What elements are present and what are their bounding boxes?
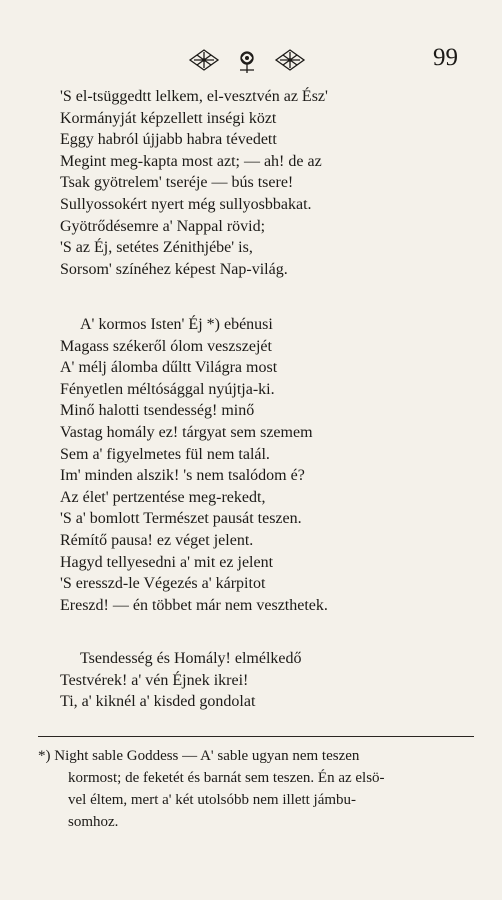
verse-line: 'S a' bomlott Természet pausát teszen.: [60, 510, 302, 528]
verse-line: Sullyossokért nyert még sullyosbbakat.: [60, 195, 312, 213]
verse-line: Az élet' pertzentése meg-rekedt,: [60, 488, 266, 506]
stanza-1: [60, 86, 328, 280]
verse-line: Ti, a' kiknél a' kisded gondolat: [60, 693, 256, 711]
verse-line: Kormányját képzellett inségi közt: [60, 109, 277, 127]
footnote-line: somhoz.: [68, 814, 119, 830]
verse-line: Im' minden alszik! 's nem tsalódom é?: [60, 467, 305, 485]
verse-line: A' kormos Isten' Éj *) ebénusi: [80, 316, 273, 333]
verse-line: Tsendesség és Homály! elmélkedő: [80, 650, 302, 667]
page-header: [0, 40, 502, 80]
verse-line: Vastag homály ez! tárgyat sem szemem: [60, 423, 313, 441]
footnote-divider: [38, 736, 474, 737]
verse-line: Gyötrődésemre a' Nappal rövid;: [60, 217, 266, 235]
footnote-line: vel éltem, mert a' két utolsóbb nem illett jámbu-: [68, 792, 357, 808]
verse-line: Megint meg-kapta most azt; — ah! de az: [60, 152, 322, 170]
stanza-3: [60, 648, 301, 713]
footnote: [38, 745, 470, 833]
verse-line: Fényetlen méltósággal nyújtja-ki.: [60, 380, 275, 398]
verse-line: Sem a' figyelmetes fül nem talál.: [60, 445, 270, 463]
verse-line: Ereszd! — én többet már nem veszthetek.: [60, 596, 328, 614]
verse-line: Magass székeről ólom veszszejét: [60, 337, 272, 355]
verse-line: Minő halotti tsendesség! minő: [60, 402, 255, 420]
verse-line: 'S el-tsüggedtt lelkem, el-vesztvén az Ész': [60, 88, 328, 105]
footnote-line: kormost; de feketét és barnát sem teszen. Én az elsö-: [68, 770, 385, 786]
verse-line: Hagyd tellyesedni a' mit ez jelent: [60, 553, 274, 571]
verse-line: 'S eresszd-le Végezés a' kárpitot: [60, 575, 266, 593]
verse-line: A' mélj álomba dűltt Világra most: [60, 359, 278, 377]
verse-line: Eggy habról újjabb habra tévedett: [60, 131, 277, 149]
verse-line: Tsak gyötrelem' tseréje — bús tsere!: [60, 174, 294, 192]
verse-line: Rémítő pausa! ez véget jelent.: [60, 531, 254, 549]
verse-line: Sorsom' színéhez képest Nap-világ.: [60, 260, 288, 278]
page-number: 99: [433, 44, 458, 71]
floral-ornament-icon: [182, 46, 312, 74]
footnote-line: *) Night sable Goddess — A' sable ugyan nem teszen: [38, 748, 360, 764]
verse-line: Testvérek! a' vén Éjnek ikrei!: [60, 671, 249, 689]
verse-line: 'S az Éj, setétes Zénithjébe' is,: [60, 239, 253, 257]
stanza-2: [60, 314, 328, 616]
